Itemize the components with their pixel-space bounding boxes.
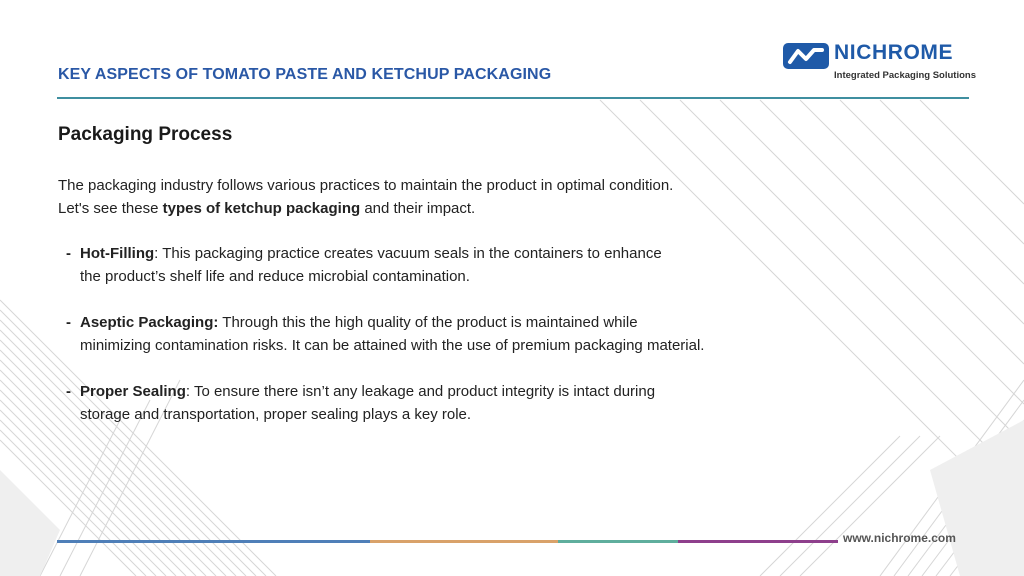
footer-line-blue <box>57 540 370 543</box>
footer-website-link[interactable]: www.nichrome.com <box>843 531 956 545</box>
bullet-term: Hot-Filling <box>80 245 155 262</box>
nichrome-logo <box>782 40 976 85</box>
bullet-text-continued: storage and transportation, proper sealing plays a key role. <box>80 406 472 423</box>
page-title: KEY ASPECTS OF TOMATO PASTE AND KETCHUP PACKAGING <box>58 66 552 83</box>
intro-line-1: The packaging industry follows various practices to maintain the product in optimal condition. <box>58 177 674 194</box>
bullet-dash: - <box>66 245 71 262</box>
footer-line-orange <box>370 540 558 543</box>
bullet-text-continued: minimizing contamination risks. It can be attained with the use of premium packaging material. <box>80 337 705 354</box>
logo-tagline: Integrated Packaging Solutions <box>834 70 976 81</box>
intro-line-2-suffix: and their impact. <box>360 200 476 217</box>
nichrome-logo-icon <box>782 42 830 70</box>
intro-line-2-prefix: Let's see these <box>58 200 163 217</box>
bullet-hot-filling <box>58 242 918 288</box>
bullet-proper-sealing <box>58 380 918 426</box>
bullet-term: Aseptic Packaging: <box>80 314 219 331</box>
bullet-aseptic-packaging <box>58 311 918 357</box>
section-title: Packaging Process <box>58 124 233 145</box>
bullet-dash: - <box>66 383 71 400</box>
header-divider <box>57 97 969 99</box>
bullet-text: : To ensure there isn’t any leakage and product integrity is intact during <box>185 383 656 400</box>
intro-line-2-bold: types of ketchup packaging <box>162 200 361 217</box>
bullet-text-continued: the product’s shelf life and reduce microbial contamination. <box>80 268 470 285</box>
footer-line-purple <box>678 540 838 543</box>
logo-brand-name: NICHROME <box>834 41 954 64</box>
bullet-term: Proper Sealing <box>80 383 186 400</box>
footer-line-green <box>558 540 678 543</box>
intro-paragraph <box>58 174 878 220</box>
bullet-text: Through this the high quality of the product is maintained while <box>218 314 638 331</box>
bullet-dash: - <box>66 314 71 331</box>
bullet-text: : This packaging practice creates vacuum seals in the containers to enhance <box>154 245 662 262</box>
